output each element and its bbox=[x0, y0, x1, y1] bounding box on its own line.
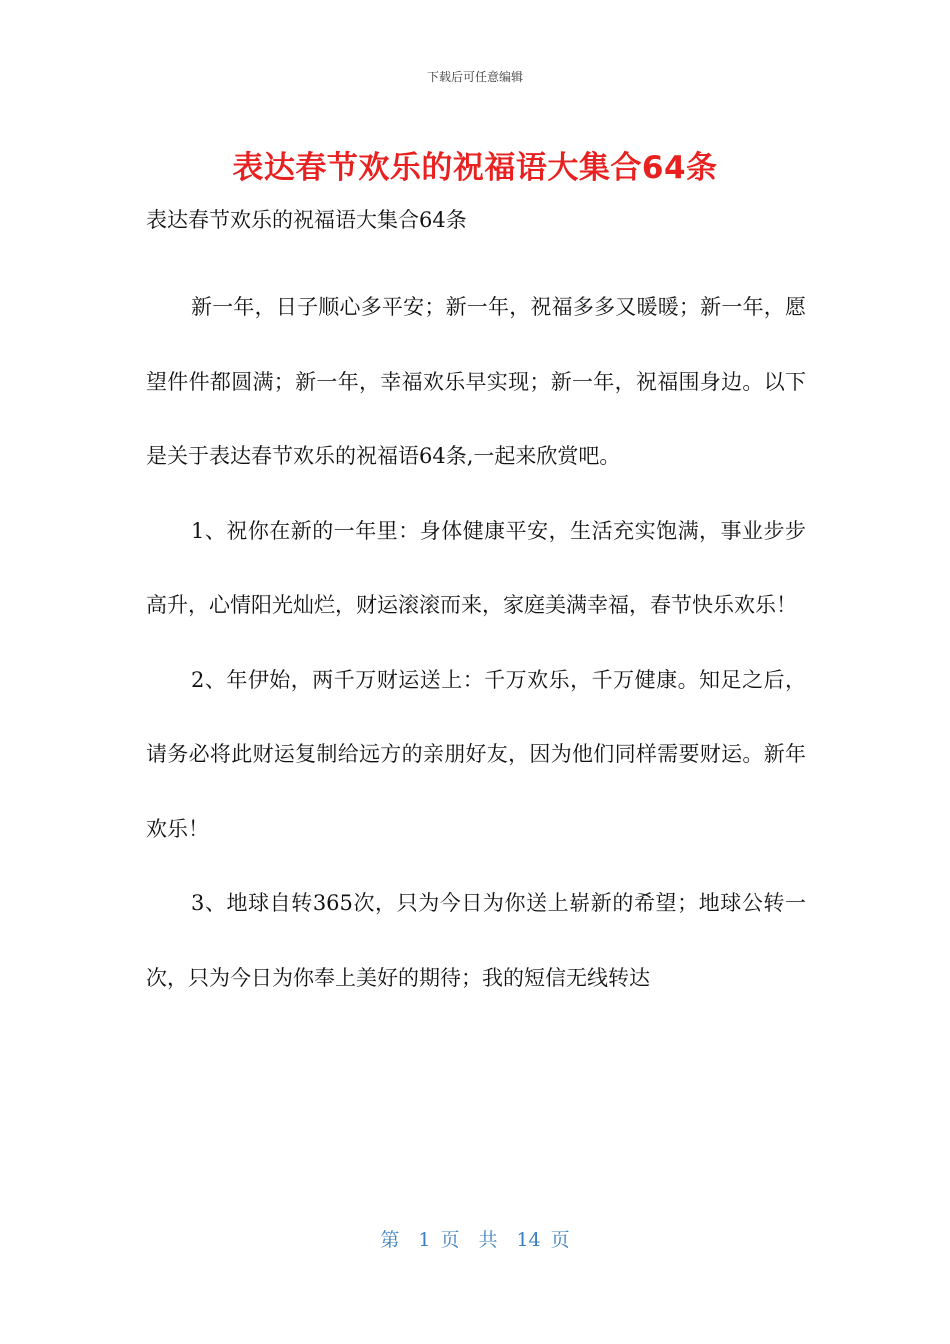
paragraph-intro: 新一年，日子顺心多平安；新一年，祝福多多又暖暖；新一年，愿望件件都圆满；新一年，幸福欢乐早实现；新一年，祝福围身边。以下是关于表达春节欢乐的祝福语64条,一起来欣赏吧。 bbox=[146, 295, 806, 468]
document-title: 表达春节欢乐的祝福语大集合64条 bbox=[232, 150, 718, 186]
page-number: 第 1 页 共 14 页 bbox=[380, 1229, 570, 1251]
header-note: 下载后可任意编辑 bbox=[426, 70, 523, 84]
paragraph-item-1: 1、祝你在新的一年里：身体健康平安，生活充实饱满，事业步步高升，心情阳光灿烂，财运滚滚而来，家庭美满幸福，春节快乐欢乐！ bbox=[146, 518, 806, 617]
document-subtitle: 表达春节欢乐的祝福语大集合64条 bbox=[146, 208, 467, 232]
paragraph-item-2: 2、年伊始，两千万财运送上：千万欢乐，千万健康。知足之后，请务必将此财运复制给远方的亲朋好友，因为他们同样需要财运。新年欢乐！ bbox=[146, 667, 806, 841]
document-body bbox=[146, 270, 806, 1015]
paragraph-item-3: 3、地球自转365次，只为今日为你送上崭新的希望；地球公转一次，只为今日为你奉上美好的期待；我的短信无线转达 bbox=[146, 891, 806, 990]
